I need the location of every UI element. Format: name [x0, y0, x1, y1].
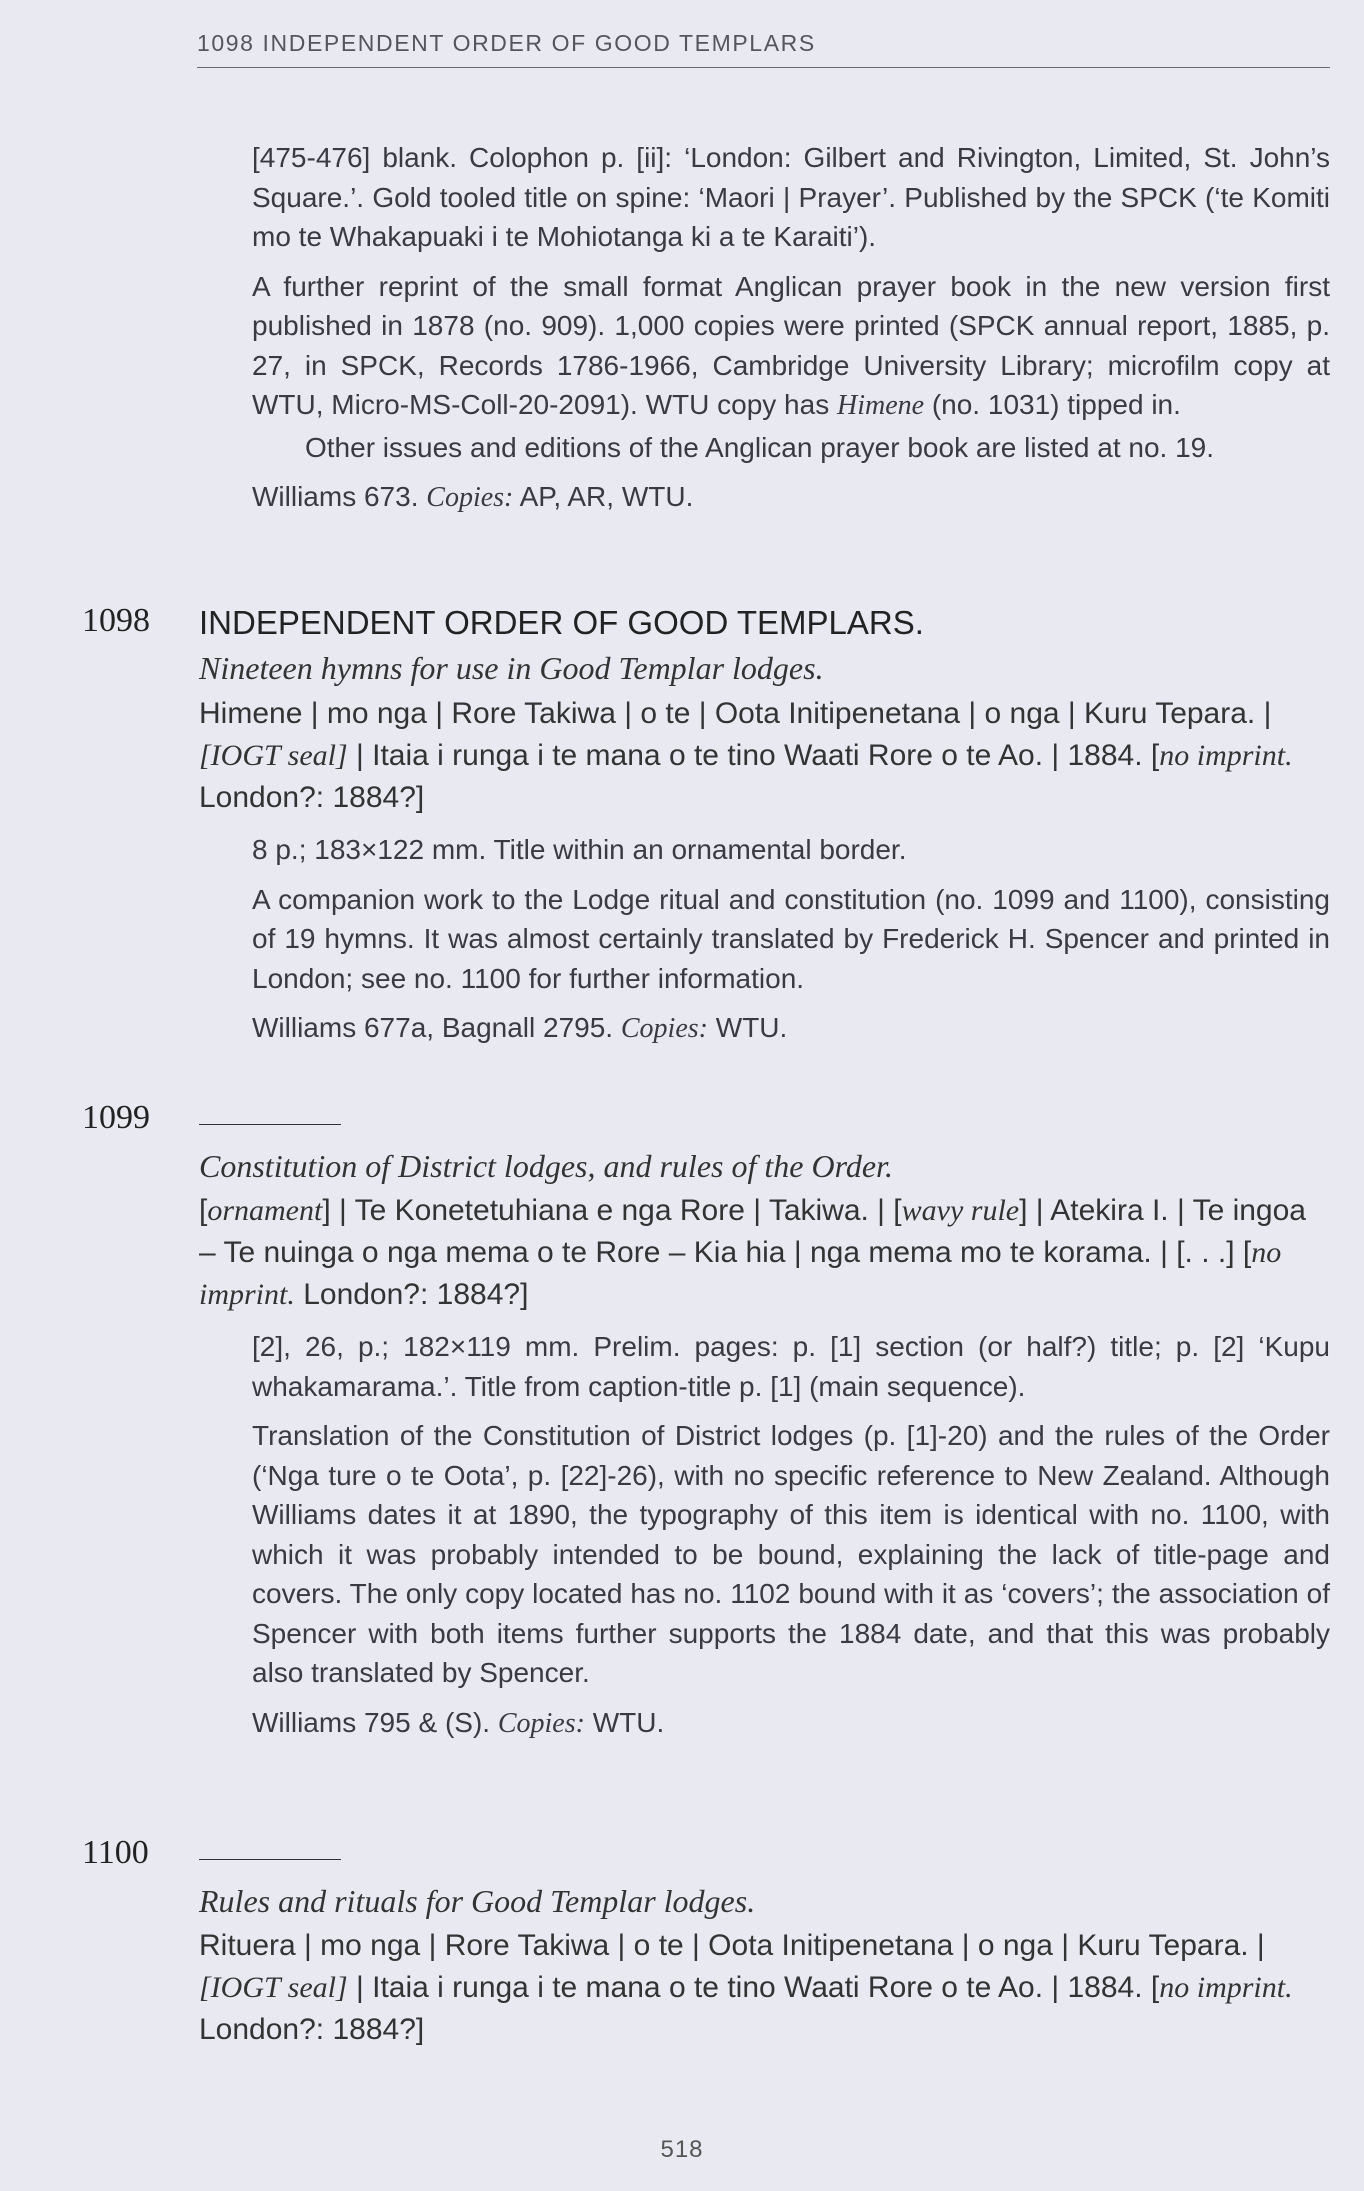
collation: [2], 26, p.; 182×119 mm. Prelim. pages: p. [1] section (or half?) title; p. [2] ‘Kupu whakamarama.’. Title from caption-title p. [1] (main sequence). — [252, 1331, 1330, 1402]
note-paragraph: A companion work to the Lodge ritual and constitution (no. 1099 and 1100), consisting of 19 hymns. It was almost certainly translated by Frederick H. Spencer and printed in London; see no. 1100 for further information. — [252, 883, 1330, 994]
references-line: Williams 673. Copies: AP, AR, WTU. — [252, 481, 694, 513]
reprint-note: A further reprint of the small format Anglican prayer book in the new version first published in 1878 (no. 909). 1,000 copies were printed (SPCK annual report, 1885, p. 27, in SPCK, Records 1786-1966, Cambridge University Library; microfilm copy at WTU, Micro-MS-Coll-20-2091). WTU copy has Himene (no. 1031) tipped in. — [252, 270, 1330, 421]
entry-number-1100: 1100 — [82, 1834, 149, 1871]
author-repeat-dash — [199, 1099, 1330, 1141]
page-number: 518 — [660, 2136, 704, 2163]
entry-heading: INDEPENDENT ORDER OF GOOD TEMPLARS. — [199, 604, 924, 641]
dash-rule — [199, 1859, 341, 1860]
entry-number-1098: 1098 — [82, 602, 150, 639]
author-repeat-dash — [199, 1834, 1330, 1876]
title-transcription: Rituera | mo nga | Rore Takiwa | o te | Oota Initipenetana | o nga | Kuru Tepara. | [IOGT seal] | Itaia i runga i te mana o te tino Waati Rore o te Ao. | 1884. [no imprint. London?: 1884?] — [199, 1929, 1293, 2046]
collation: 8 p.; 183×122 mm. Title within an ornamental border. — [252, 834, 907, 865]
references-line: Williams 677a, Bagnall 2795. Copies: WTU. — [252, 1012, 788, 1044]
note-paragraph: Translation of the Constitution of District lodges (p. [1]-20) and the rules of the Order (‘Nga ture o te Oota’, p. [22]-26), with no specific reference to New Zealand. Although Williams dates it at 1890, the typography of this item is identical with no. 1100, with which it was probably intended to be bound, explaining the lack of title-page and covers. The only copy located has no. 1102 bound with it as ‘covers’; the association of Spencer with both items further supports the 1884 date, and that this was probably also translated by Spencer. — [252, 1420, 1330, 1688]
entry-title: Rules and rituals for Good Templar lodges. — [199, 1883, 756, 1919]
entry-title: Constitution of District lodges, and rules of the Order. — [199, 1148, 893, 1184]
dash-rule — [199, 1124, 341, 1125]
entry-description — [252, 830, 1330, 1059]
other-issues-note: Other issues and editions of the Anglican prayer book are listed at no. 19. — [305, 431, 1215, 463]
colophon-paragraph: [475-476] blank. Colophon p. [ii]: ‘London: Gilbert and Rivington, Limited, St. John’s Square.’. Gold tooled title on spine: ‘Maori | Prayer’. Published by the SPCK (‘te Komiti mo te Whakapuaki i te Mohiotanga ki a te Karaiti’). — [252, 142, 1330, 252]
entry-description — [252, 1327, 1330, 1753]
title-transcription: [ornament] | Te Konetetuhiana e nga Rore | Takiwa. | [wavy rule] | Atekira I. | Te ingoa – Te nuinga o nga mema o te Rore – Kia hia | nga mema mo te korama. | [. . .] [no imprint. London?: 1884?] — [199, 1194, 1306, 1311]
previous-entry — [252, 138, 1330, 528]
entry-title: Nineteen hymns for use in Good Templar lodges. — [199, 650, 824, 686]
entry-number-1099: 1099 — [82, 1099, 150, 1136]
running-head: 1098 INDEPENDENT ORDER OF GOOD TEMPLARS — [197, 30, 1330, 68]
title-transcription: Himene | mo nga | Rore Takiwa | o te | Oota Initipenetana | o nga | Kuru Tepara. | [IOGT seal] | Itaia i runga i te mana o te tino Waati Rore o te Ao. | 1884. [no imprint. London?: 1884?] — [199, 697, 1293, 814]
references-line: Williams 795 & (S). Copies: WTU. — [252, 1706, 665, 1739]
